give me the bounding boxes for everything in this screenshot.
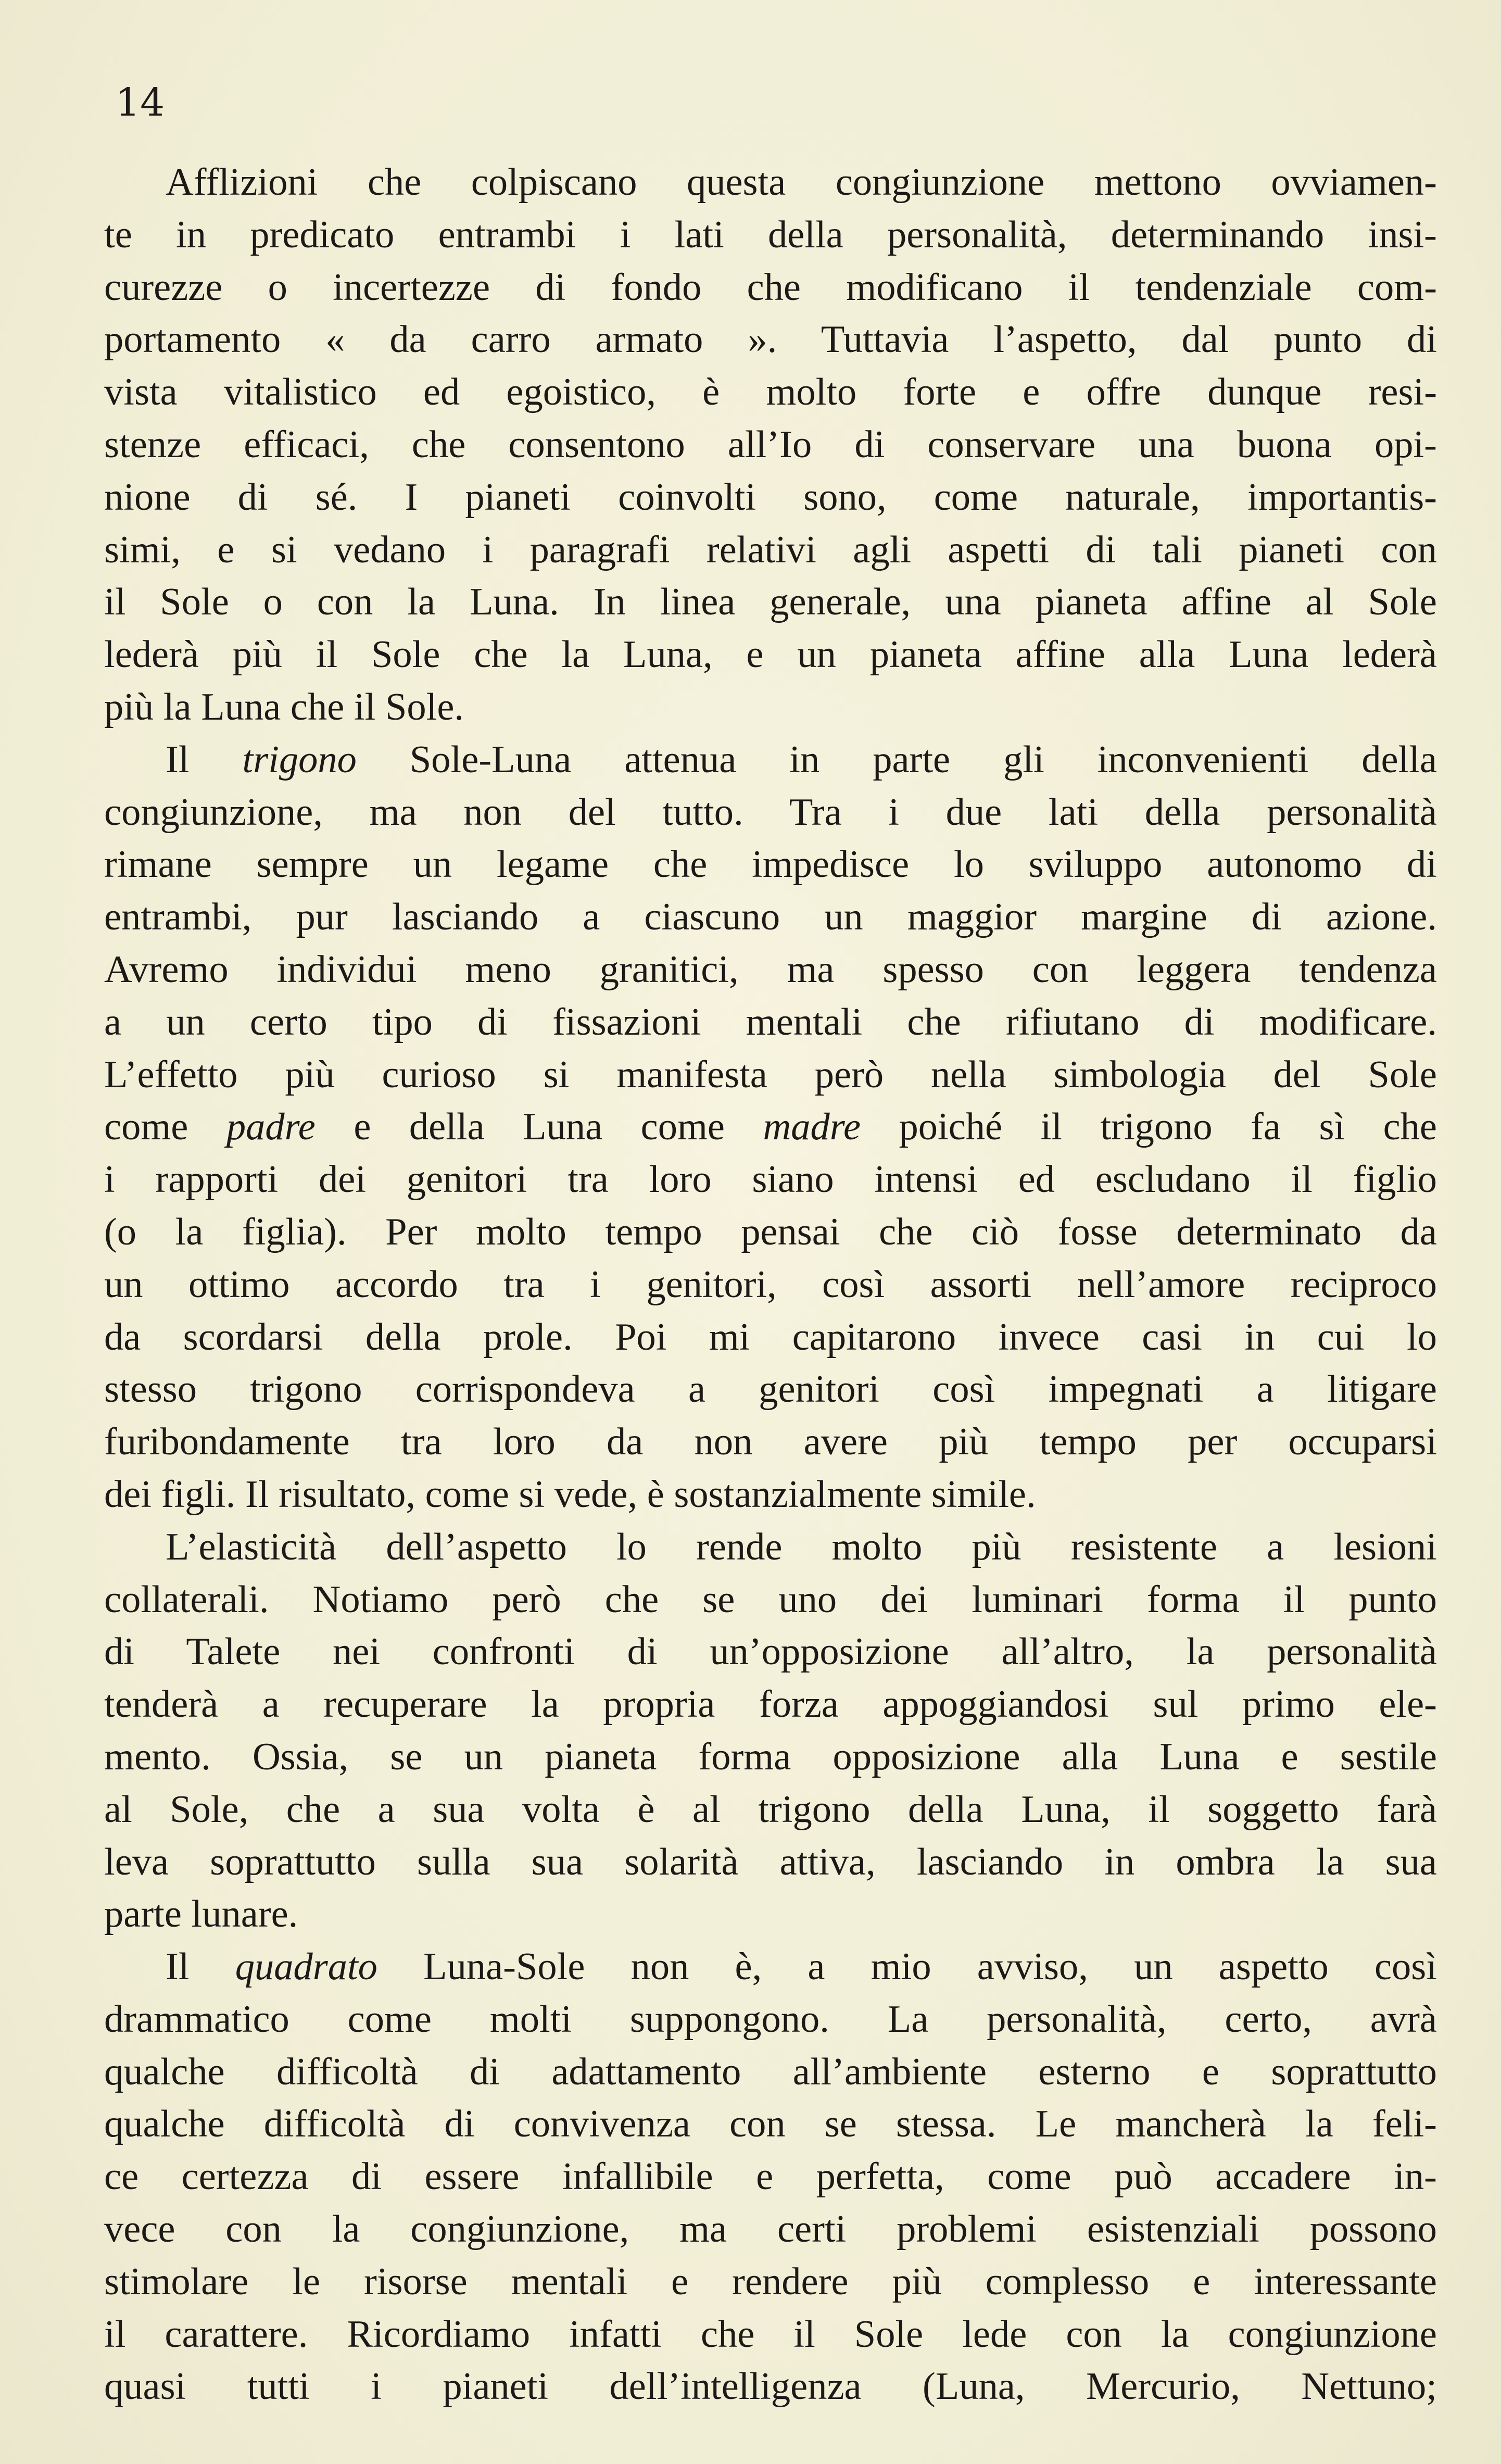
- paragraph: [104, 1521, 1437, 1941]
- text-line: portamento « da carro armato ». Tuttavia l’aspetto, dal punto di: [104, 318, 1437, 361]
- text-line: leva soprattutto sulla sua solarità attiva, lasciando in ombra la sua: [104, 1840, 1437, 1883]
- paragraph: [104, 156, 1437, 734]
- text-line: i rapporti dei genitori tra loro siano intensi ed escludano il figlio: [104, 1158, 1437, 1201]
- text-line: parte lunare.: [104, 1893, 298, 1936]
- text-line: il carattere. Ricordiamo infatti che il Sole lede con la congiunzione: [104, 2312, 1437, 2356]
- text-line: il Sole o con la Luna. In linea generale, una pianeta affine al Sole: [104, 581, 1437, 624]
- text-line: lederà più il Sole che la Luna, e un pianeta affine alla Luna lederà: [104, 633, 1437, 676]
- text-line: nione di sé. I pianeti coinvolti sono, come naturale, importantis-: [104, 475, 1437, 519]
- text-line: Afflizioni che colpiscano questa congiunzione mettono ovviamen-: [166, 161, 1437, 204]
- text-line: qualche difficoltà di adattamento all’ambiente esterno e soprattutto: [104, 2050, 1437, 2093]
- body-text: [104, 156, 1437, 2413]
- italic-term: padre: [226, 1105, 316, 1149]
- text-line: più la Luna che il Sole.: [104, 685, 464, 728]
- text-line: vece con la congiunzione, ma certi problemi esistenziali possono: [104, 2208, 1437, 2251]
- paragraph: [104, 734, 1437, 1521]
- text-line: ce certezza di essere infallibile e perfetta, come può accadere in-: [104, 2155, 1437, 2198]
- text-line: Il trigono Sole-Luna attenua in parte gli inconvenienti della: [166, 738, 1437, 781]
- text-line: rimane sempre un legame che impedisce lo sviluppo autonomo di: [104, 843, 1437, 886]
- text-line: qualche difficoltà di convivenza con se stessa. Le mancherà la feli-: [104, 2103, 1437, 2146]
- text-line: a un certo tipo di fissazioni mentali che rifiutano di modificare.: [104, 1000, 1437, 1044]
- text-line: stimolare le risorse mentali e rendere più complesso e interessante: [104, 2260, 1437, 2303]
- text-line: te in predicato entrambi i lati della personalità, determinando insi-: [104, 213, 1437, 256]
- text-line: come padre e della Luna come madre poiché il trigono fa sì che: [104, 1105, 1437, 1149]
- text-line: di Talete nei confronti di un’opposizione all’altro, la personalità: [104, 1630, 1437, 1674]
- text-line: (o la figlia). Per molto tempo pensai che ciò fosse determinato da: [104, 1210, 1437, 1253]
- italic-term: quadrato: [235, 1945, 377, 1989]
- paragraph: [104, 1941, 1437, 2413]
- text-line: da scordarsi della prole. Poi mi capitarono invece casi in cui lo: [104, 1315, 1437, 1359]
- text-line: vista vitalistico ed egoistico, è molto forte e offre dunque resi-: [104, 371, 1437, 414]
- text-line: al Sole, che a sua volta è al trigono della Luna, il soggetto farà: [104, 1788, 1437, 1831]
- italic-term: trigono: [242, 738, 357, 781]
- text-line: L’elasticità dell’aspetto lo rende molto più resistente a lesioni: [166, 1525, 1437, 1568]
- text-line: entrambi, pur lasciando a ciascuno un maggior margine di azione.: [104, 896, 1437, 939]
- text-line: stenze efficaci, che consentono all’Io di conservare una buona opi-: [104, 423, 1437, 466]
- text-line: tenderà a recuperare la propria forza appoggiandosi sul primo ele-: [104, 1683, 1437, 1726]
- text-line: dei figli. Il risultato, come si vede, è sostanzialmente simile.: [104, 1473, 1036, 1516]
- text-line: drammatico come molti suppongono. La personalità, certo, avrà: [104, 1997, 1437, 2041]
- text-line: quasi tutti i pianeti dell’intelligenza (Luna, Mercurio, Nettuno;: [104, 2365, 1437, 2408]
- text-line: Avremo individui meno granitici, ma spesso con leggera tendenza: [104, 948, 1437, 991]
- text-line: L’effetto più curioso si manifesta però nella simbologia del Sole: [104, 1053, 1437, 1096]
- text-line: collaterali. Notiamo però che se uno dei luminari forma il punto: [104, 1578, 1437, 1621]
- text-line: stesso trigono corrispondeva a genitori così impegnati a litigare: [104, 1368, 1437, 1411]
- text-line: mento. Ossia, se un pianeta forma opposizione alla Luna e sestile: [104, 1735, 1437, 1778]
- text-line: curezze o incertezze di fondo che modificano il tendenziale com-: [104, 266, 1437, 309]
- text-line: Il quadrato Luna-Sole non è, a mio avviso, un aspetto così: [166, 1945, 1437, 1989]
- text-line: furibondamente tra loro da non avere più tempo per occuparsi: [104, 1420, 1437, 1464]
- text-line: congiunzione, ma non del tutto. Tra i due lati della personalità: [104, 790, 1437, 834]
- page-number: 14: [116, 80, 165, 125]
- text-line: un ottimo accordo tra i genitori, così assorti nell’amore reciproco: [104, 1263, 1437, 1306]
- italic-term: madre: [763, 1105, 861, 1149]
- text-line: simi, e si vedano i paragrafi relativi agli aspetti di tali pianeti con: [104, 528, 1437, 571]
